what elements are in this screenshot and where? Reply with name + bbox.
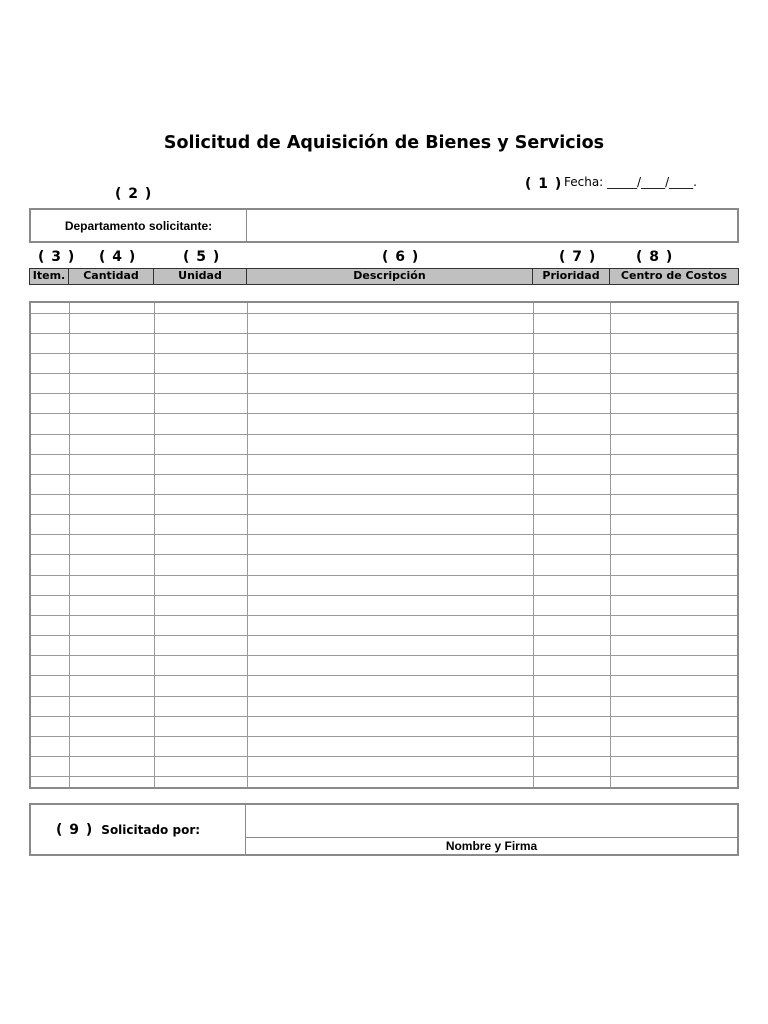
cell-prioridad[interactable] xyxy=(533,757,610,777)
table-row xyxy=(31,333,737,353)
cell-prioridad[interactable] xyxy=(533,515,610,535)
table-row xyxy=(31,353,737,373)
cell-item[interactable] xyxy=(31,676,69,696)
cell-item[interactable] xyxy=(31,555,69,575)
cell-descripcion[interactable] xyxy=(247,736,533,756)
cell-centro-costos[interactable] xyxy=(610,313,737,333)
cell-item[interactable] xyxy=(31,615,69,635)
cell-cantidad[interactable] xyxy=(69,353,154,373)
cell-item[interactable] xyxy=(31,474,69,494)
cell-item[interactable] xyxy=(31,696,69,716)
marker-7: ( 7 ) xyxy=(559,249,597,265)
cell-prioridad[interactable] xyxy=(533,656,610,676)
signature-section xyxy=(29,803,739,856)
cell-prioridad[interactable] xyxy=(533,615,610,635)
cell-centro-costos[interactable] xyxy=(610,515,737,535)
marker-2: ( 2 ) xyxy=(115,186,153,202)
cell-descripcion[interactable] xyxy=(247,454,533,474)
table-row xyxy=(31,777,737,787)
cell-centro-costos[interactable] xyxy=(610,615,737,635)
table-row xyxy=(31,474,737,494)
cell-cantidad[interactable] xyxy=(69,374,154,394)
marker-1: ( 1 ) xyxy=(525,176,563,192)
cell-descripcion[interactable] xyxy=(247,515,533,535)
cell-item[interactable] xyxy=(31,656,69,676)
cell-item[interactable] xyxy=(31,454,69,474)
cell-centro-costos[interactable] xyxy=(610,474,737,494)
cell-centro-costos[interactable] xyxy=(610,555,737,575)
cell-cantidad[interactable] xyxy=(69,696,154,716)
cell-unidad[interactable] xyxy=(154,394,247,414)
table-row xyxy=(31,676,737,696)
cell-prioridad[interactable] xyxy=(533,535,610,555)
cell-item[interactable] xyxy=(31,394,69,414)
marker-3: ( 3 ) xyxy=(38,249,76,265)
cell-prioridad[interactable] xyxy=(533,696,610,716)
cell-cantidad[interactable] xyxy=(69,474,154,494)
cell-centro-costos[interactable] xyxy=(610,353,737,373)
cell-prioridad[interactable] xyxy=(533,636,610,656)
table-row xyxy=(31,696,737,716)
cell-prioridad[interactable] xyxy=(533,394,610,414)
table-row xyxy=(31,313,737,333)
cell-prioridad[interactable] xyxy=(533,736,610,756)
cell-cantidad[interactable] xyxy=(69,575,154,595)
table-row xyxy=(31,394,737,414)
cell-centro-costos[interactable] xyxy=(610,434,737,454)
cell-prioridad[interactable] xyxy=(533,474,610,494)
cell-prioridad[interactable] xyxy=(533,313,610,333)
cell-item[interactable] xyxy=(31,303,69,313)
cell-descripcion[interactable] xyxy=(247,313,533,333)
cell-descripcion[interactable] xyxy=(247,656,533,676)
cell-unidad[interactable] xyxy=(154,454,247,474)
cell-centro-costos[interactable] xyxy=(610,696,737,716)
cell-descripcion[interactable] xyxy=(247,394,533,414)
cell-cantidad[interactable] xyxy=(69,454,154,474)
cell-cantidad[interactable] xyxy=(69,676,154,696)
cell-item[interactable] xyxy=(31,313,69,333)
marker-5: ( 5 ) xyxy=(183,249,221,265)
cell-unidad[interactable] xyxy=(154,333,247,353)
cell-centro-costos[interactable] xyxy=(610,494,737,514)
cell-prioridad[interactable] xyxy=(533,777,610,787)
cell-centro-costos[interactable] xyxy=(610,716,737,736)
signature-field xyxy=(246,805,737,854)
cell-centro-costos[interactable] xyxy=(610,394,737,414)
cell-unidad[interactable] xyxy=(154,414,247,434)
cell-prioridad[interactable] xyxy=(533,374,610,394)
cell-prioridad[interactable] xyxy=(533,353,610,373)
cell-cantidad[interactable] xyxy=(69,494,154,514)
cell-item[interactable] xyxy=(31,515,69,535)
date-field[interactable]: Fecha: _____/____/____. xyxy=(564,175,697,189)
cell-item[interactable] xyxy=(31,414,69,434)
table-header xyxy=(29,268,739,285)
cell-item[interactable] xyxy=(31,374,69,394)
items-table xyxy=(29,301,739,789)
cell-cantidad[interactable] xyxy=(69,595,154,615)
cell-descripcion[interactable] xyxy=(247,374,533,394)
cell-unidad[interactable] xyxy=(154,474,247,494)
table-row xyxy=(31,757,737,777)
cell-item[interactable] xyxy=(31,353,69,373)
department-label: Departamento solicitante: xyxy=(31,210,247,241)
cell-descripcion[interactable] xyxy=(247,333,533,353)
cell-unidad[interactable] xyxy=(154,736,247,756)
department-input[interactable] xyxy=(247,210,737,241)
cell-prioridad[interactable] xyxy=(533,494,610,514)
table-row xyxy=(31,535,737,555)
table-row xyxy=(31,575,737,595)
table-row xyxy=(31,716,737,736)
cell-cantidad[interactable] xyxy=(69,777,154,787)
page-title: Solicitud de Aquisición de Bienes y Servicios xyxy=(163,133,605,153)
cell-unidad[interactable] xyxy=(154,374,247,394)
cell-prioridad[interactable] xyxy=(533,303,610,313)
cell-unidad[interactable] xyxy=(154,656,247,676)
cell-cantidad[interactable] xyxy=(69,313,154,333)
table-row xyxy=(31,414,737,434)
cell-item[interactable] xyxy=(31,777,69,787)
cell-unidad[interactable] xyxy=(154,575,247,595)
table-row xyxy=(31,515,737,535)
column-header-unidad: Unidad xyxy=(154,269,247,284)
cell-centro-costos[interactable] xyxy=(610,736,737,756)
cell-item[interactable] xyxy=(31,636,69,656)
cell-cantidad[interactable] xyxy=(69,333,154,353)
cell-cantidad[interactable] xyxy=(69,434,154,454)
cell-unidad[interactable] xyxy=(154,353,247,373)
cell-item[interactable] xyxy=(31,575,69,595)
cell-item[interactable] xyxy=(31,494,69,514)
cell-descripcion[interactable] xyxy=(247,555,533,575)
column-header-descripcion: Descripción xyxy=(247,269,533,284)
cell-centro-costos[interactable] xyxy=(610,595,737,615)
cell-centro-costos[interactable] xyxy=(610,777,737,787)
cell-descripcion[interactable] xyxy=(247,676,533,696)
cell-unidad[interactable] xyxy=(154,757,247,777)
department-section xyxy=(29,208,739,243)
table-row xyxy=(31,454,737,474)
table-row xyxy=(31,303,737,313)
cell-centro-costos[interactable] xyxy=(610,575,737,595)
cell-unidad[interactable] xyxy=(154,555,247,575)
cell-centro-costos[interactable] xyxy=(610,636,737,656)
cell-cantidad[interactable] xyxy=(69,716,154,736)
table-row xyxy=(31,595,737,615)
cell-item[interactable] xyxy=(31,716,69,736)
cell-unidad[interactable] xyxy=(154,615,247,635)
table-row xyxy=(31,736,737,756)
marker-8: ( 8 ) xyxy=(636,249,674,265)
cell-item[interactable] xyxy=(31,434,69,454)
cell-unidad[interactable] xyxy=(154,515,247,535)
cell-cantidad[interactable] xyxy=(69,757,154,777)
cell-descripcion[interactable] xyxy=(247,575,533,595)
cell-unidad[interactable] xyxy=(154,676,247,696)
cell-prioridad[interactable] xyxy=(533,555,610,575)
cell-descripcion[interactable] xyxy=(247,716,533,736)
column-header-prioridad: Prioridad xyxy=(533,269,610,284)
cell-prioridad[interactable] xyxy=(533,595,610,615)
cell-descripcion[interactable] xyxy=(247,434,533,454)
table-row xyxy=(31,615,737,635)
cell-item[interactable] xyxy=(31,333,69,353)
cell-descripcion[interactable] xyxy=(247,303,533,313)
cell-cantidad[interactable] xyxy=(69,515,154,535)
cell-unidad[interactable] xyxy=(154,535,247,555)
cell-centro-costos[interactable] xyxy=(610,414,737,434)
cell-descripcion[interactable] xyxy=(247,636,533,656)
cell-descripcion[interactable] xyxy=(247,696,533,716)
column-header-item: Item. xyxy=(30,269,69,284)
cell-unidad[interactable] xyxy=(154,434,247,454)
cell-centro-costos[interactable] xyxy=(610,676,737,696)
cell-descripcion[interactable] xyxy=(247,595,533,615)
cell-cantidad[interactable] xyxy=(69,535,154,555)
column-header-centro-costos: Centro de Costos xyxy=(620,269,728,282)
cell-descripcion[interactable] xyxy=(247,615,533,635)
cell-prioridad[interactable] xyxy=(533,454,610,474)
cell-unidad[interactable] xyxy=(154,716,247,736)
cell-cantidad[interactable] xyxy=(69,414,154,434)
cell-prioridad[interactable] xyxy=(533,414,610,434)
cell-item[interactable] xyxy=(31,757,69,777)
table-row xyxy=(31,374,737,394)
marker-4: ( 4 ) xyxy=(99,249,137,265)
cell-cantidad[interactable] xyxy=(69,636,154,656)
cell-centro-costos[interactable] xyxy=(610,454,737,474)
cell-cantidad[interactable] xyxy=(69,736,154,756)
table-row xyxy=(31,494,737,514)
cell-descripcion[interactable] xyxy=(247,757,533,777)
table-row xyxy=(31,434,737,454)
cell-unidad[interactable] xyxy=(154,303,247,313)
cell-unidad[interactable] xyxy=(154,313,247,333)
marker-6: ( 6 ) xyxy=(382,249,420,265)
cell-centro-costos[interactable] xyxy=(610,656,737,676)
cell-cantidad[interactable] xyxy=(69,394,154,414)
signature-caption: Nombre y Firma xyxy=(445,839,538,853)
signature-label: Solicitado por: xyxy=(101,822,201,837)
cell-cantidad[interactable] xyxy=(69,555,154,575)
cell-descripcion[interactable] xyxy=(247,535,533,555)
cell-centro-costos[interactable] xyxy=(610,303,737,313)
cell-cantidad[interactable] xyxy=(69,615,154,635)
table-row xyxy=(31,555,737,575)
cell-descripcion[interactable] xyxy=(247,474,533,494)
cell-unidad[interactable] xyxy=(154,777,247,787)
cell-cantidad[interactable] xyxy=(69,656,154,676)
cell-item[interactable] xyxy=(31,595,69,615)
cell-descripcion[interactable] xyxy=(247,414,533,434)
cell-item[interactable] xyxy=(31,535,69,555)
cell-prioridad[interactable] xyxy=(533,434,610,454)
cell-centro-costos[interactable] xyxy=(610,535,737,555)
cell-cantidad[interactable] xyxy=(69,303,154,313)
cell-unidad[interactable] xyxy=(154,636,247,656)
table-row xyxy=(31,656,737,676)
cell-unidad[interactable] xyxy=(154,494,247,514)
table-row xyxy=(31,636,737,656)
signature-label-cell xyxy=(31,805,246,854)
cell-centro-costos[interactable] xyxy=(610,757,737,777)
cell-descripcion[interactable] xyxy=(247,353,533,373)
marker-9: ( 9 ) xyxy=(56,821,94,838)
cell-centro-costos[interactable] xyxy=(610,374,737,394)
cell-prioridad[interactable] xyxy=(533,716,610,736)
cell-prioridad[interactable] xyxy=(533,676,610,696)
cell-descripcion[interactable] xyxy=(247,494,533,514)
signature-input[interactable] xyxy=(246,805,737,838)
column-header-cantidad: Cantidad xyxy=(69,269,154,284)
cell-unidad[interactable] xyxy=(154,595,247,615)
cell-centro-costos[interactable] xyxy=(610,333,737,353)
cell-prioridad[interactable] xyxy=(533,575,610,595)
cell-unidad[interactable] xyxy=(154,696,247,716)
cell-item[interactable] xyxy=(31,736,69,756)
cell-prioridad[interactable] xyxy=(533,333,610,353)
cell-descripcion[interactable] xyxy=(247,777,533,787)
